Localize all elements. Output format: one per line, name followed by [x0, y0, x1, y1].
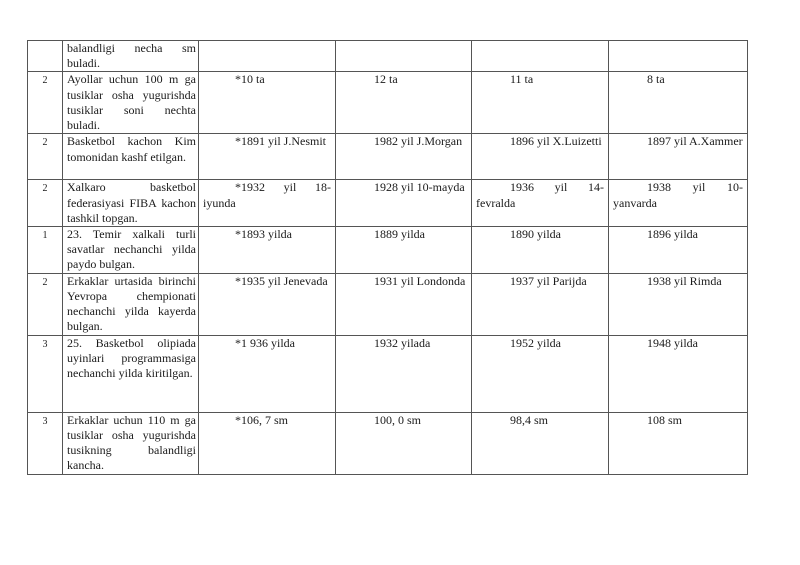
option-a-text: *1932 yil 18-iyunda [203, 180, 331, 210]
option-b [336, 335, 472, 412]
option-d [609, 134, 748, 180]
option-d-text: 8 ta [647, 72, 665, 87]
row-number: 3 [28, 412, 63, 474]
option-d [609, 41, 748, 72]
row-number: 3 [28, 335, 63, 412]
option-b [336, 134, 472, 180]
row-number: 2 [28, 273, 63, 335]
row-number: 2 [28, 72, 63, 134]
option-d [609, 72, 748, 134]
table-row [28, 180, 748, 227]
option-c [472, 72, 609, 134]
table-row [28, 335, 748, 412]
option-c-text: 1890 yilda [510, 227, 561, 242]
table-row [28, 134, 748, 180]
option-c [472, 134, 609, 180]
option-c-text: 1896 yil X.Luizetti [510, 134, 602, 149]
question-text: balandligi necha sm buladi. [63, 41, 199, 72]
option-a-text: *1893 yilda [235, 227, 292, 242]
row-number [28, 41, 63, 72]
question-text: Ayollar uchun 100 m ga tusiklar osha yugurishda tusiklar soni nechta buladi. [63, 72, 199, 134]
question-text: Basketbol kachon Kim tomonidan kashf etilgan. [63, 134, 199, 180]
option-d [609, 273, 748, 335]
option-d-text: 1948 yilda [647, 335, 698, 350]
option-a-text: *106, 7 sm [235, 412, 289, 427]
row-number: 2 [28, 134, 63, 180]
option-b [336, 72, 472, 134]
table-row [28, 41, 748, 72]
row-number: 2 [28, 180, 63, 227]
option-a [199, 72, 336, 134]
option-c-text: 1936 yil 14-fevralda [476, 180, 604, 210]
option-a [199, 412, 336, 474]
option-d [609, 335, 748, 412]
option-b-text: 100, 0 sm [374, 412, 422, 427]
option-c-text: 11 ta [510, 72, 534, 87]
question-text: Erkaklar uchun 110 m ga tusiklar osha yugurishda tusikning balandligi kancha. [63, 412, 199, 474]
table-row [28, 227, 748, 274]
option-d-text: 1938 yil Rimda [647, 273, 722, 288]
option-d [609, 412, 748, 474]
option-a [199, 335, 336, 412]
option-b [336, 273, 472, 335]
option-b-text: 1928 yil 10-mayda [374, 180, 465, 195]
option-b-text: 1889 yilda [374, 227, 425, 242]
option-c-text: 1937 yil Parijda [510, 273, 587, 288]
option-a [199, 41, 336, 72]
option-d [609, 180, 748, 227]
option-c [472, 227, 609, 274]
questions-table [27, 40, 748, 475]
table-row [28, 72, 748, 134]
option-b [336, 41, 472, 72]
option-a-text: *1 936 yilda [235, 335, 295, 350]
option-b [336, 412, 472, 474]
table-row [28, 273, 748, 335]
row-number: 1 [28, 227, 63, 274]
option-c [472, 273, 609, 335]
option-d-text: 1896 yilda [647, 227, 698, 242]
option-d-text: 108 sm [647, 412, 683, 427]
option-c [472, 180, 609, 227]
option-a-text: *1891 yil J.Nesmit [235, 134, 327, 149]
option-a-text: *10 ta [235, 72, 265, 87]
option-a [199, 134, 336, 180]
option-d-text: 1938 yil 10-yanvarda [613, 180, 743, 210]
option-b-text: 1932 yilada [374, 335, 431, 350]
option-b [336, 180, 472, 227]
question-text: 23. Temir xalkali turli savatlar nechanchi yilda paydo bulgan. [63, 227, 199, 274]
question-text: Erkaklar urtasida birinchi Yevropa chempionati nechanchi yilda kayerda bulgan. [63, 273, 199, 335]
option-c-text: 1952 yilda [510, 335, 561, 350]
option-a-text: *1935 yil Jenevada [235, 273, 328, 288]
option-d-text: 1897 yil A.Xammer [647, 134, 743, 149]
option-a [199, 227, 336, 274]
option-c [472, 335, 609, 412]
table-row [28, 412, 748, 474]
option-a [199, 180, 336, 227]
option-b [336, 227, 472, 274]
option-b-text: 1982 yil J.Morgan [374, 134, 463, 149]
question-text: 25. Basketbol olipiada uyinlari programmasiga nechanchi yilda kiritilgan. [63, 335, 199, 412]
option-a [199, 273, 336, 335]
option-b-text: 12 ta [374, 72, 398, 87]
option-b-text: 1931 yil Londonda [374, 273, 466, 288]
option-c [472, 41, 609, 72]
option-c-text: 98,4 sm [510, 412, 549, 427]
option-d [609, 227, 748, 274]
question-text: Xalkaro basketbol federasiyasi FIBA kachon tashkil topgan. [63, 180, 199, 227]
option-c [472, 412, 609, 474]
